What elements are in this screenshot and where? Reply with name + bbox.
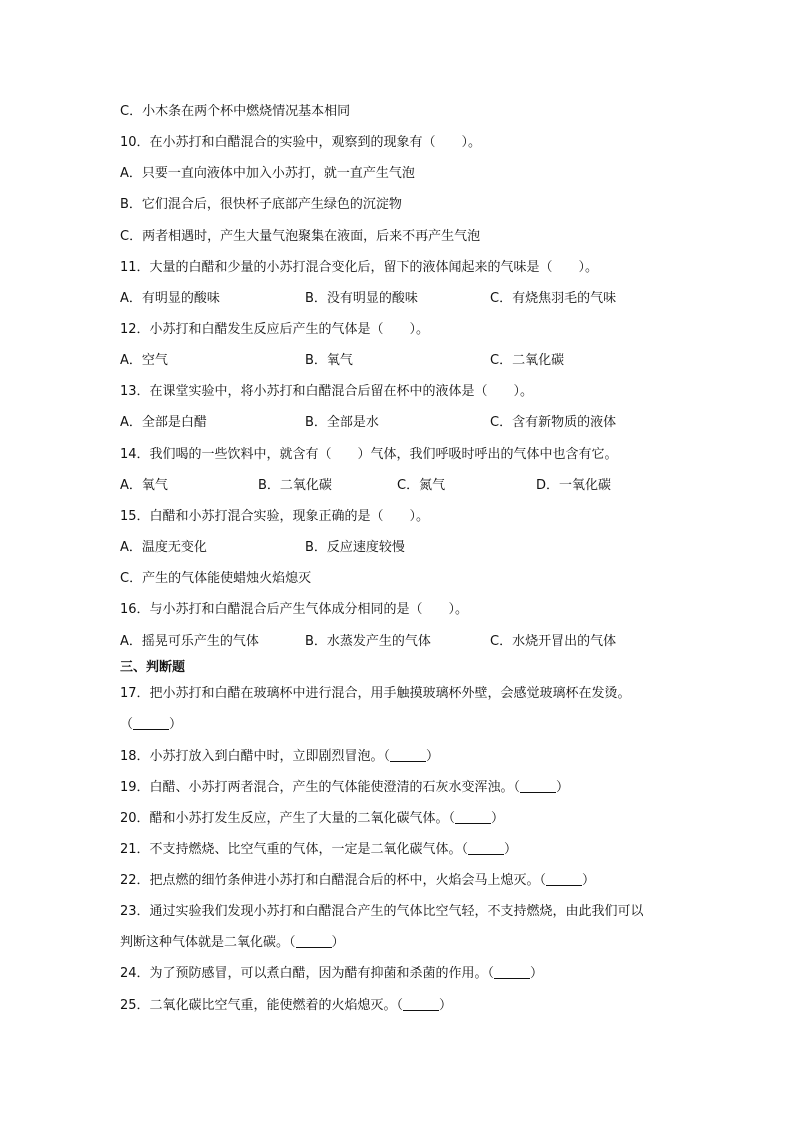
q14-stem: 14．我们喝的一些饮料中，就含有（ ）气体，我们呼吸时呼出的气体中也含有它。 — [120, 447, 618, 462]
q18-answer-blank[interactable] — [390, 747, 426, 762]
q13-option-a[interactable]: A．全部是白醋 — [120, 415, 207, 430]
q14-option-a[interactable]: A．氧气 — [120, 478, 168, 493]
q13-option-c[interactable]: C．含有新物质的液体 — [490, 415, 617, 430]
q19-text: 19．白醋、小苏打两者混合，产生的气体能使澄清的石灰水变浑浊。（ — [120, 780, 521, 795]
q18-paren-close: ） — [426, 749, 440, 764]
q14-option-c[interactable]: C．氮气 — [397, 478, 446, 493]
q17-paren-open: （ — [120, 717, 134, 732]
q21-line — [120, 840, 517, 860]
q12-option-b[interactable]: B．氧气 — [305, 353, 353, 368]
q20-line — [120, 809, 504, 829]
q15-option-c[interactable]: C．产生的气体能使蜡烛火焰熄灭 — [120, 571, 312, 586]
q11-stem: 11．大量的白醋和少量的小苏打混合变化后，留下的液体闻起来的气味是（ ）。 — [120, 260, 599, 275]
q9-option-c: C．小木条在两个杯中燃烧情况基本相同 — [120, 104, 351, 119]
q12-option-a[interactable]: A．空气 — [120, 353, 168, 368]
q25-answer-blank[interactable] — [403, 996, 439, 1011]
q23-text: 23．通过实验我们发现小苏打和白醋混合产生的气体比空气轻，不支持燃烧，由此我们可以 — [120, 904, 644, 919]
q22-answer-blank[interactable] — [546, 871, 582, 886]
q16-stem: 16．与小苏打和白醋混合后产生气体成分相同的是（ ）。 — [120, 602, 469, 617]
q19-line — [120, 778, 569, 798]
q24-answer-blank[interactable] — [494, 964, 530, 979]
q15-stem: 15．白醋和小苏打混合实验，现象正确的是（ ）。 — [120, 509, 430, 524]
q23-paren-close: ） — [331, 935, 345, 950]
q21-answer-blank[interactable] — [468, 840, 504, 855]
q25-paren-close: ） — [439, 998, 453, 1013]
q17-answer-blank[interactable] — [133, 715, 169, 730]
q11-option-c[interactable]: C．有烧焦羽毛的气味 — [490, 291, 617, 306]
q24-line — [120, 964, 543, 984]
q18-text: 18．小苏打放入到白醋中时，立即剧烈冒泡。（ — [120, 749, 391, 764]
q16-option-a[interactable]: A．摇晃可乐产生的气体 — [120, 634, 259, 649]
q11-option-a[interactable]: A．有明显的酸味 — [120, 291, 220, 306]
q22-text: 22．把点燃的细竹条伸进小苏打和白醋混合后的杯中，火焰会马上熄灭。（ — [120, 873, 547, 888]
q12-stem: 12．小苏打和白醋发生反应后产生的气体是（ ）。 — [120, 322, 430, 337]
q18-line — [120, 747, 439, 767]
q17-paren-close: ） — [169, 717, 183, 732]
q22-paren-close: ） — [582, 873, 596, 888]
q20-answer-blank[interactable] — [455, 809, 491, 824]
q14-option-b[interactable]: B．二氧化碳 — [258, 478, 332, 493]
q10-option-a[interactable]: A．只要一直向液体中加入小苏打，就一直产生气泡 — [120, 166, 415, 181]
q15-option-a[interactable]: A．温度无变化 — [120, 540, 207, 555]
q13-stem: 13．在课堂实验中，将小苏打和白醋混合后留在杯中的液体是（ ）。 — [120, 384, 534, 399]
q21-text: 21．不支持燃烧、比空气重的气体，一定是二氧化碳气体。（ — [120, 842, 469, 857]
q23-text-2: 判断这种气体就是二氧化碳。（ — [120, 935, 296, 950]
q15-option-b[interactable]: B．反应速度较慢 — [305, 540, 405, 555]
q14-option-d[interactable]: D．一氧化碳 — [536, 478, 612, 493]
q10-stem: 10．在小苏打和白醋混合的实验中，观察到的现象有（ ）。 — [120, 135, 482, 150]
q21-paren-close: ） — [504, 842, 518, 857]
q24-text: 24．为了预防感冒，可以煮白醋，因为醋有抑菌和杀菌的作用。（ — [120, 966, 495, 981]
q24-paren-close: ） — [530, 966, 544, 981]
q23-line-2 — [120, 933, 345, 953]
q25-line — [120, 996, 452, 1016]
q20-text: 20．醋和小苏打发生反应，产生了大量的二氧化碳气体。（ — [120, 811, 456, 826]
q25-text: 25．二氧化碳比空气重，能使燃着的火焰熄灭。（ — [120, 998, 404, 1013]
q10-option-b[interactable]: B．它们混合后，很快杯子底部产生绿色的沉淀物 — [120, 197, 402, 212]
q13-option-b[interactable]: B．全部是水 — [305, 415, 379, 430]
q22-line — [120, 871, 595, 891]
q19-answer-blank[interactable] — [520, 778, 556, 793]
section-title: 三、判断题 — [120, 660, 186, 675]
q10-option-c[interactable]: C．两者相遇时，产生大量气泡聚集在液面，后来不再产生气泡 — [120, 229, 481, 244]
q17-text: 17．把小苏打和白醋在玻璃杯中进行混合，用手触摸玻璃杯外壁，会感觉玻璃杯在发烫。 — [120, 686, 631, 701]
q16-option-c[interactable]: C．水烧开冒出的气体 — [490, 634, 617, 649]
q19-paren-close: ） — [556, 780, 570, 795]
q23-answer-blank[interactable] — [296, 933, 332, 948]
q12-option-c[interactable]: C．二氧化碳 — [490, 353, 565, 368]
q16-option-b[interactable]: B．水蒸发产生的气体 — [305, 634, 431, 649]
q17-answer-line — [120, 715, 182, 735]
q11-option-b[interactable]: B．没有明显的酸味 — [305, 291, 418, 306]
q20-paren-close: ） — [491, 811, 505, 826]
